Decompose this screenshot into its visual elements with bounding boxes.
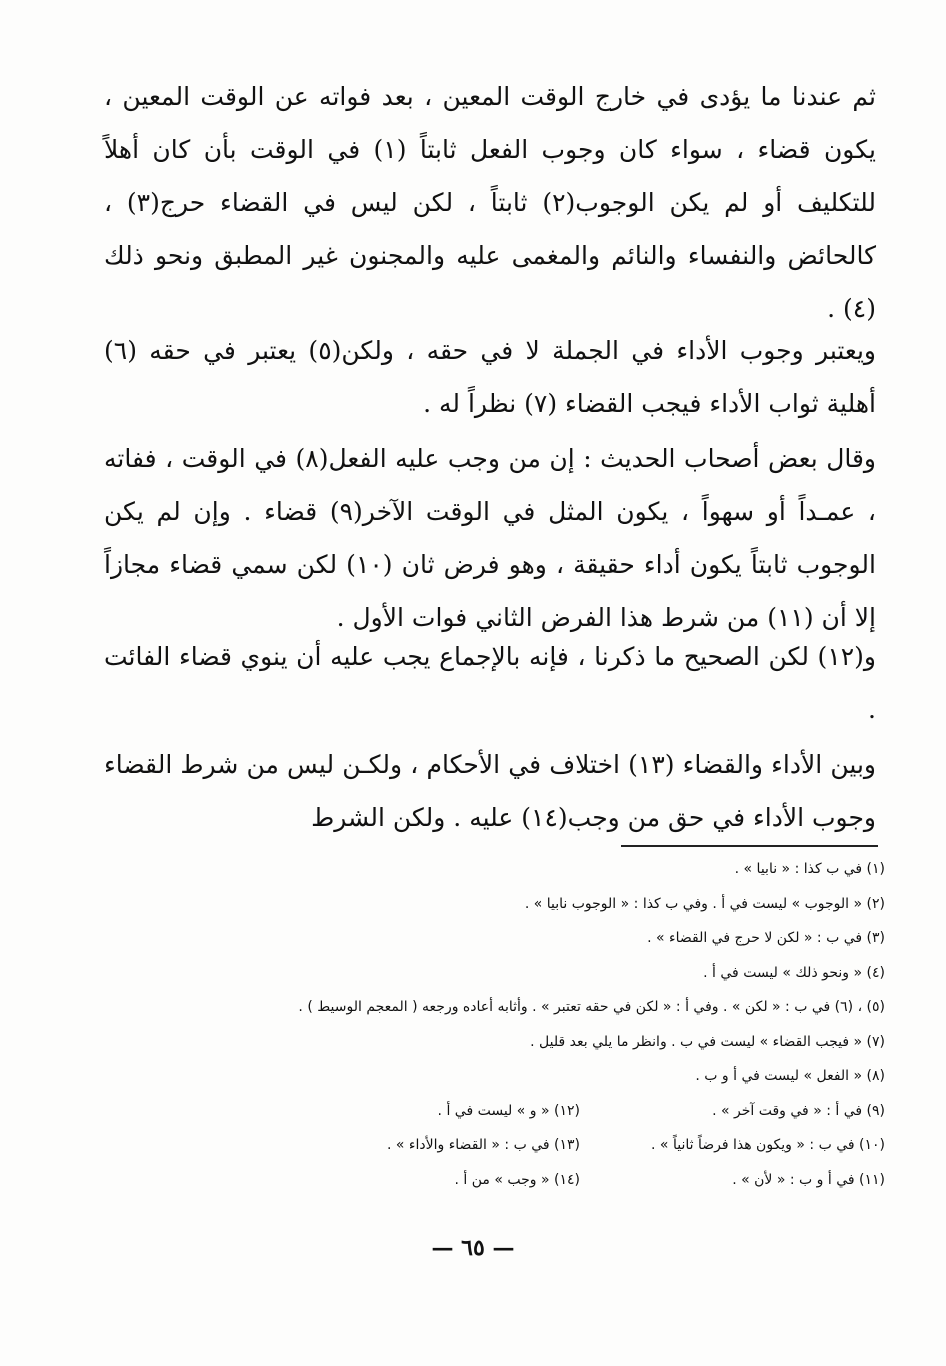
footnote-row-9-12 xyxy=(100,1094,885,1129)
footnote-3: (٣) في ب : « لكن لا حرج في القضاء » . xyxy=(647,930,885,946)
paragraph-1: ثم عندنا ما يؤدى في خارج الوقت المعين ، بعد فواته عن الوقت المعين ، يكون قضاء ، سواء كان وجوب الفعل ثابتاً (١) في الوقت بأن كان أهلاً للتكليف أو لم يكن الوجوب(٢) ثابتاً ، لكن ليس في القضاء حرج(٣) ، كالحائض والنفساء والنائم والمغمى عليه والمجنون غير المطبق ونحو ذلك (٤) . xyxy=(104,82,876,323)
paragraph-3: وقال بعض أصحاب الحديث : إن من وجب عليه الفعل(٨) في الوقت ، ففاته ، عمـداً أو سهواً ، يكون المثل في الوقت الآخر(٩) قضاء . وإن لم يكن الوجوب ثابتاً يكون أداء حقيقة ، وهو فرض ثان (١٠) لكن سمي قضاء مجازاً إلا أن (١١) من شرط هذا الفرض الثاني فوات الأول . xyxy=(104,444,876,632)
footnote-13: (١٣) في ب : « القضاء والأداء » . xyxy=(387,1137,580,1153)
paragraph-5: وبين الأداء والقضاء (١٣) اختلاف في الأحكام ، ولكـن ليس من شرط القضاء وجوب الأداء في حق من وجب(١٤) عليه . ولكن الشرط xyxy=(104,750,876,832)
footnote-1: (١) في ب كذا : « نابيا » . xyxy=(734,861,885,877)
footnote-10: (١٠) في ب : « ويكون هذا فرضاً ثانياً » . xyxy=(651,1137,885,1153)
footnote-14: (١٤) « وجب » من أ . xyxy=(454,1171,580,1188)
footnote-9: (٩) في أ : « في وقت آخر » . xyxy=(712,1102,885,1119)
footnote-2: (٢) « الوجوب » ليست في أ . وفي ب كذا : « الوجوب نابيا » . xyxy=(524,895,885,912)
paragraph-2: ويعتبر وجوب الأداء في الجملة لا في حقه ، ولكن(٥) يعتبر في حقه (٦) أهلية ثواب الأداء فيجب القضاء (٧) نظراً له . xyxy=(104,336,876,418)
footnote-11: (١١) في أ و ب : « لأن » . xyxy=(732,1171,885,1188)
page-number: — ٦٥ — xyxy=(431,1235,515,1261)
footnotes xyxy=(100,852,885,1197)
paragraph-4: و(١٢) لكن الصحيح ما ذكرنا ، فإنه بالإجماع يجب عليه أن ينوي قضاء الفائت . xyxy=(104,642,876,724)
footnote-8: (٨) « الفعل » ليست في أ و ب . xyxy=(695,1068,885,1084)
footnote-row-10-13 xyxy=(100,1128,885,1163)
footnote-5-6: (٥) ، (٦) في ب : « لكن » . وفي أ : « لكن في حقه تعتبر » . وأثابه أعاده ورجعه ( المعجم الوسيط ) . xyxy=(298,999,885,1015)
footnote-row-11-14 xyxy=(100,1163,885,1198)
footnote-7: (٧) « فيجب القضاء » ليست في ب . وانظر ما يلي بعد قليل . xyxy=(530,1033,885,1050)
footnote-4: (٤) « ونحو ذلك » ليست في أ . xyxy=(703,964,885,981)
footnote-12: (١٢) « و » ليست في أ . xyxy=(437,1102,580,1119)
footnote-separator xyxy=(621,845,878,847)
